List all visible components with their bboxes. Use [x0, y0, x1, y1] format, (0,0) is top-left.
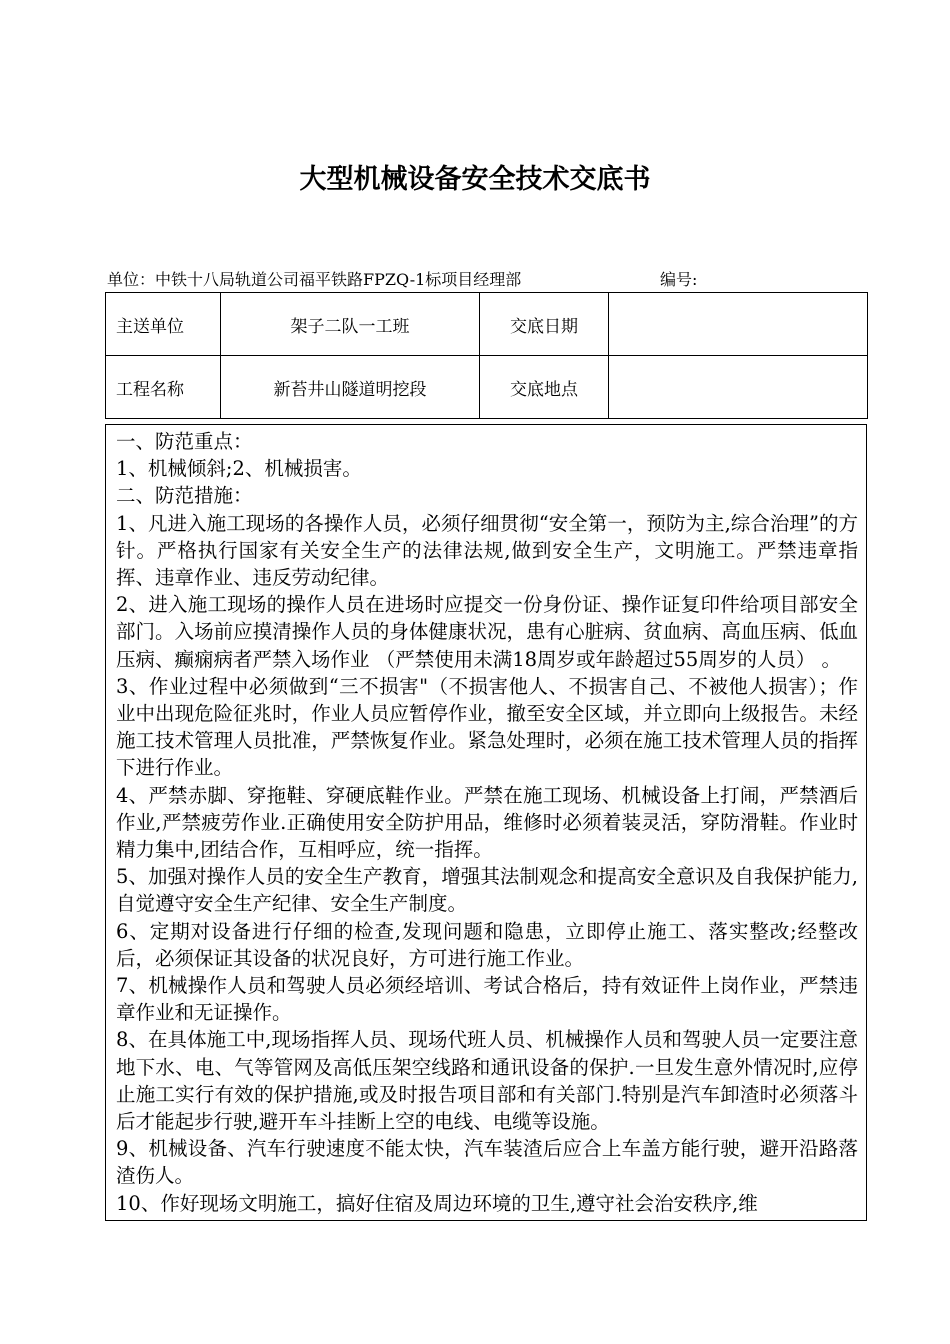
code-label: 编号:	[660, 270, 698, 289]
unit-label: 单位：中铁十八局轨道公司福平铁路FPZQ-1标项目经理部	[107, 270, 522, 289]
recipient-value: 架子二队一工班	[221, 293, 480, 356]
info-row-recipient	[106, 293, 868, 356]
briefing-date-label: 交底日期	[480, 293, 609, 356]
content-paragraph: 6、定期对设备进行仔细的检查,发现问题和隐患，立即停止施工、落实整改;经整改后，必须保证其设备的状况良好，方可进行施工作业。	[116, 919, 858, 970]
content-paragraph: 5、加强对操作人员的安全生产教育，增强其法制观念和提高安全意识及自我保护能力,自觉遵守安全生产纪律、安全生产制度。	[116, 865, 858, 916]
recipient-label: 主送单位	[106, 293, 221, 356]
content-paragraph: 2、进入施工现场的操作人员在进场时应提交一份身份证、操作证复印件给项目部安全部门。入场前应摸清操作人员的身体健康状况，患有心脏病、贫血病、高血压病、低血压病、癫痫病者严禁入场作业 （严禁使用未满18周岁或年龄超过55周岁的人员） 。	[116, 593, 858, 671]
content-paragraph: 1、机械倾斜;2、机械损害。	[116, 457, 362, 481]
briefing-date-value	[609, 293, 868, 356]
content-paragraph: 一、防范重点：	[116, 430, 253, 453]
briefing-location-label: 交底地点	[480, 356, 609, 419]
content-paragraph: 8、在具体施工中,现场指挥人员、现场代班人员、机械操作人员和驾驶人员一定要注意地下水、电、气等管网及高低压架空线路和通讯设备的保护.一旦发生意外情况时,应停止施工实行有效的保护措施,或及时报告项目部和有关部门.特别是汽车卸渣时必须落斗后才能起步行驶,避开车斗挂断上空的电线、电缆等设施。	[116, 1028, 858, 1134]
info-table	[105, 292, 868, 419]
content-paragraph: 3、作业过程中必须做到“三不损害"（不损害他人、不损害自己、不被他人损害）；作业中出现危险征兆时，作业人员应暂停作业，撤至安全区域，并立即向上级报告。未经施工技术管理人员批准，严禁恢复作业。紧急处理时，必须在施工技术管理人员的指挥下进行作业。	[116, 674, 858, 780]
content-paragraph: 10、作好现场文明施工，搞好住宿及周边环境的卫生,遵守社会治安秩序,维	[116, 1191, 758, 1215]
project-name-value: 新苔井山隧道明挖段	[221, 356, 480, 419]
content-paragraph: 4、严禁赤脚、穿拖鞋、穿硬底鞋作业。严禁在施工现场、机械设备上打闹，严禁酒后作业,严禁疲劳作业.正确使用安全防护用品，维修时必须着装灵活，穿防滑鞋。作业时精力集中,团结合作，互相呼应，统一指挥。	[116, 783, 858, 862]
content-paragraph: 7、机械操作人员和驾驶人员必须经培训、考试合格后，持有效证件上岗作业，严禁违章作业和无证操作。	[116, 974, 858, 1025]
info-row-project	[106, 356, 868, 419]
project-name-label: 工程名称	[106, 356, 221, 419]
page-title: 大型机械设备安全技术交底书	[299, 164, 651, 195]
content-paragraph: 1、凡进入施工现场的各操作人员，必须仔细贯彻“安全第一，预防为主,综合治理”的方针。严格执行国家有关安全生产的法律法规,做到安全生产，文明施工。严禁违章指挥、违章作业、违反劳动纪律。	[116, 511, 858, 590]
content-paragraph: 二、防范措施：	[116, 484, 253, 508]
content-body	[105, 424, 867, 1220]
content-paragraph: 9、机械设备、汽车行驶速度不能太快，汽车装渣后应合上车盖方能行驶，避开沿路落渣伤人。	[116, 1137, 858, 1188]
content-bottom-border	[105, 1220, 867, 1221]
unit-line	[107, 268, 867, 292]
briefing-location-value	[609, 356, 868, 419]
